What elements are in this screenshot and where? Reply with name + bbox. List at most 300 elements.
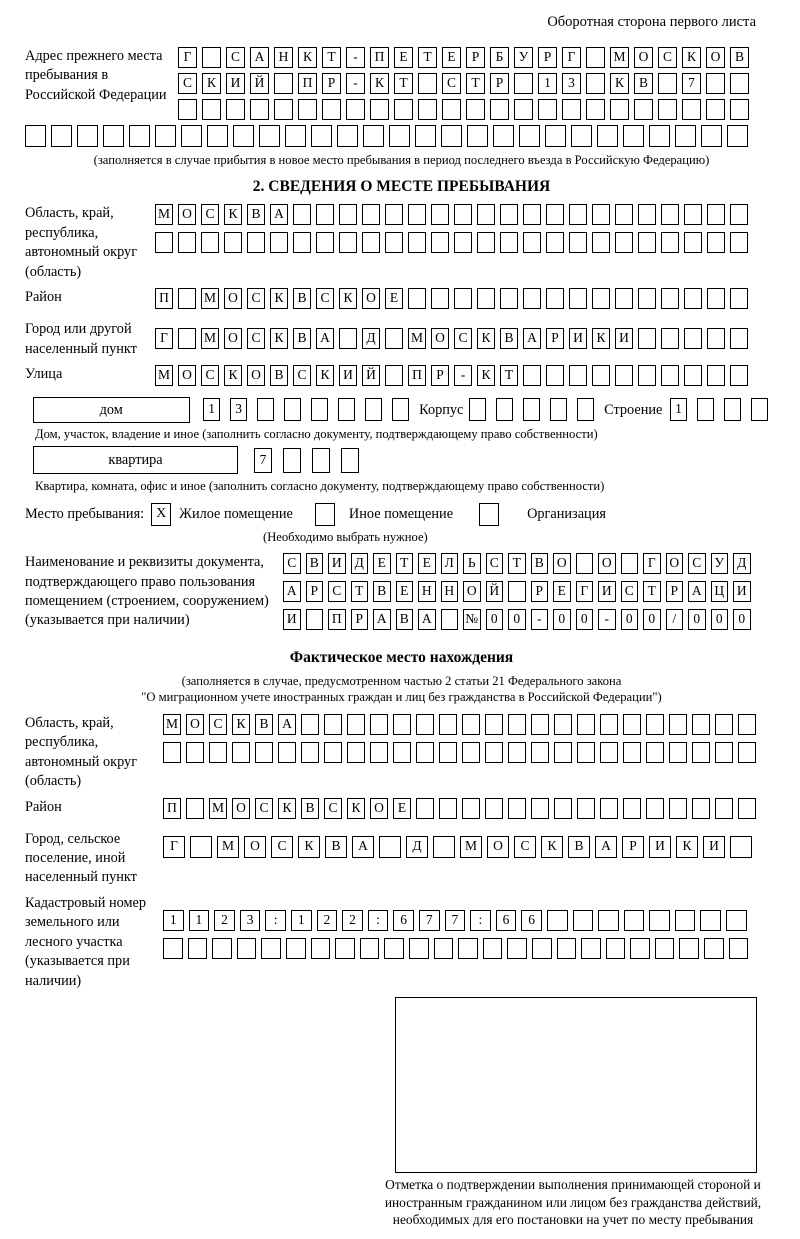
char-cell[interactable]: К: [298, 836, 320, 858]
char-cell[interactable]: 6: [496, 910, 517, 931]
char-cell[interactable]: [385, 365, 403, 386]
char-cell[interactable]: И: [649, 836, 671, 858]
char-cell[interactable]: О: [178, 204, 196, 225]
char-cell[interactable]: [393, 742, 411, 763]
char-cell[interactable]: У: [514, 47, 533, 68]
char-cell[interactable]: М: [408, 328, 426, 349]
char-cell[interactable]: [615, 365, 633, 386]
char-cell[interactable]: [531, 742, 549, 763]
char-cell[interactable]: [557, 938, 577, 959]
char-cell[interactable]: [324, 714, 342, 735]
char-cell[interactable]: [462, 798, 480, 819]
char-cell[interactable]: С: [201, 365, 219, 386]
char-cell[interactable]: [441, 609, 459, 630]
char-cell[interactable]: [519, 125, 540, 147]
char-cell[interactable]: [439, 798, 457, 819]
char-cell[interactable]: П: [163, 798, 181, 819]
char-cell[interactable]: П: [298, 73, 317, 94]
char-cell[interactable]: [586, 99, 605, 120]
char-cell[interactable]: [523, 232, 541, 253]
char-cell[interactable]: К: [278, 798, 296, 819]
char-cell[interactable]: [706, 73, 725, 94]
char-cell[interactable]: [485, 798, 503, 819]
char-cell[interactable]: [508, 742, 526, 763]
char-cell[interactable]: [462, 742, 480, 763]
char-cell[interactable]: В: [301, 798, 319, 819]
char-cell[interactable]: [638, 328, 656, 349]
char-cell[interactable]: [283, 448, 301, 473]
char-cell[interactable]: А: [418, 609, 436, 630]
char-cell[interactable]: О: [186, 714, 204, 735]
char-cell[interactable]: [232, 742, 250, 763]
char-cell[interactable]: С: [514, 836, 536, 858]
char-cell[interactable]: [571, 125, 592, 147]
char-cell[interactable]: Р: [538, 47, 557, 68]
char-cell[interactable]: 7: [445, 910, 466, 931]
char-cell[interactable]: В: [293, 328, 311, 349]
char-cell[interactable]: Д: [406, 836, 428, 858]
char-cell[interactable]: [661, 328, 679, 349]
char-cell[interactable]: [301, 714, 319, 735]
char-cell[interactable]: Й: [362, 365, 380, 386]
char-cell[interactable]: [416, 714, 434, 735]
char-cell[interactable]: 1: [291, 910, 312, 931]
char-cell[interactable]: [707, 365, 725, 386]
char-cell[interactable]: [546, 365, 564, 386]
char-cell[interactable]: [577, 798, 595, 819]
char-cell[interactable]: Г: [562, 47, 581, 68]
char-cell[interactable]: [700, 910, 721, 931]
char-cell[interactable]: [727, 125, 748, 147]
char-cell[interactable]: Т: [351, 581, 369, 602]
char-cell[interactable]: С: [247, 328, 265, 349]
char-cell[interactable]: [621, 553, 639, 574]
char-cell[interactable]: [615, 204, 633, 225]
char-cell[interactable]: [469, 398, 486, 421]
char-cell[interactable]: [730, 365, 748, 386]
char-cell[interactable]: М: [209, 798, 227, 819]
char-cell[interactable]: [293, 232, 311, 253]
char-cell[interactable]: [623, 714, 641, 735]
char-cell[interactable]: П: [408, 365, 426, 386]
char-cell[interactable]: [454, 232, 472, 253]
char-cell[interactable]: 3: [230, 398, 247, 421]
char-cell[interactable]: 6: [521, 910, 542, 931]
char-cell[interactable]: [339, 232, 357, 253]
char-cell[interactable]: [312, 448, 330, 473]
char-cell[interactable]: 7: [682, 73, 701, 94]
char-cell[interactable]: [586, 73, 605, 94]
char-cell[interactable]: [163, 742, 181, 763]
char-cell[interactable]: К: [202, 73, 221, 94]
char-cell[interactable]: [188, 938, 208, 959]
char-cell[interactable]: [569, 232, 587, 253]
char-cell[interactable]: [669, 742, 687, 763]
char-cell[interactable]: [485, 742, 503, 763]
char-cell[interactable]: [255, 742, 273, 763]
char-cell[interactable]: [675, 910, 696, 931]
char-cell[interactable]: [684, 204, 702, 225]
char-cell[interactable]: 1: [189, 910, 210, 931]
char-cell[interactable]: [577, 714, 595, 735]
char-cell[interactable]: С: [209, 714, 227, 735]
char-cell[interactable]: [523, 365, 541, 386]
char-cell[interactable]: [658, 73, 677, 94]
char-cell[interactable]: О: [247, 365, 265, 386]
char-cell[interactable]: [730, 328, 748, 349]
char-cell[interactable]: [684, 288, 702, 309]
char-cell[interactable]: [178, 99, 197, 120]
char-cell[interactable]: -: [598, 609, 616, 630]
char-cell[interactable]: [384, 938, 404, 959]
char-cell[interactable]: О: [232, 798, 250, 819]
char-cell[interactable]: [751, 398, 768, 421]
char-cell[interactable]: П: [155, 288, 173, 309]
char-cell[interactable]: [25, 125, 46, 147]
char-cell[interactable]: [209, 742, 227, 763]
char-cell[interactable]: В: [568, 836, 590, 858]
char-cell[interactable]: [523, 204, 541, 225]
char-cell[interactable]: [433, 836, 455, 858]
char-cell[interactable]: [454, 288, 472, 309]
char-cell[interactable]: [638, 232, 656, 253]
char-cell[interactable]: О: [634, 47, 653, 68]
char-cell[interactable]: [646, 742, 664, 763]
char-cell[interactable]: В: [306, 553, 324, 574]
char-cell[interactable]: В: [730, 47, 749, 68]
char-cell[interactable]: [416, 798, 434, 819]
char-cell[interactable]: [592, 365, 610, 386]
char-cell[interactable]: О: [463, 581, 481, 602]
char-cell[interactable]: 0: [486, 609, 504, 630]
char-cell[interactable]: 2: [214, 910, 235, 931]
char-cell[interactable]: Т: [322, 47, 341, 68]
char-cell[interactable]: А: [595, 836, 617, 858]
char-cell[interactable]: В: [373, 581, 391, 602]
char-cell[interactable]: Й: [250, 73, 269, 94]
char-cell[interactable]: Л: [441, 553, 459, 574]
char-cell[interactable]: [500, 232, 518, 253]
char-cell[interactable]: [365, 398, 382, 421]
char-cell[interactable]: А: [688, 581, 706, 602]
char-cell[interactable]: [207, 125, 228, 147]
char-cell[interactable]: Д: [733, 553, 751, 574]
char-cell[interactable]: О: [598, 553, 616, 574]
char-cell[interactable]: [347, 742, 365, 763]
char-cell[interactable]: [682, 99, 701, 120]
char-cell[interactable]: [738, 798, 756, 819]
char-cell[interactable]: [178, 328, 196, 349]
char-cell[interactable]: С: [201, 204, 219, 225]
char-cell[interactable]: [155, 125, 176, 147]
char-cell[interactable]: С: [328, 581, 346, 602]
char-cell[interactable]: :: [265, 910, 286, 931]
char-cell[interactable]: [730, 204, 748, 225]
char-cell[interactable]: С: [658, 47, 677, 68]
char-cell[interactable]: [301, 742, 319, 763]
char-cell[interactable]: И: [339, 365, 357, 386]
char-cell[interactable]: [738, 714, 756, 735]
char-cell[interactable]: [496, 398, 513, 421]
char-cell[interactable]: К: [541, 836, 563, 858]
char-cell[interactable]: [500, 204, 518, 225]
char-cell[interactable]: [500, 288, 518, 309]
char-cell[interactable]: [335, 938, 355, 959]
char-cell[interactable]: И: [615, 328, 633, 349]
char-cell[interactable]: [624, 910, 645, 931]
char-cell[interactable]: 2: [342, 910, 363, 931]
char-cell[interactable]: [701, 125, 722, 147]
char-cell[interactable]: К: [682, 47, 701, 68]
char-cell[interactable]: В: [255, 714, 273, 735]
char-cell[interactable]: И: [226, 73, 245, 94]
char-cell[interactable]: Б: [490, 47, 509, 68]
char-cell[interactable]: [201, 232, 219, 253]
char-cell[interactable]: [408, 232, 426, 253]
char-cell[interactable]: Р: [490, 73, 509, 94]
char-cell[interactable]: 0: [576, 609, 594, 630]
char-cell[interactable]: [730, 73, 749, 94]
char-cell[interactable]: О: [553, 553, 571, 574]
char-cell[interactable]: К: [592, 328, 610, 349]
char-cell[interactable]: [431, 232, 449, 253]
char-cell[interactable]: -: [346, 73, 365, 94]
char-cell[interactable]: К: [270, 288, 288, 309]
char-cell[interactable]: [684, 328, 702, 349]
char-cell[interactable]: [306, 609, 324, 630]
char-cell[interactable]: Г: [178, 47, 197, 68]
char-cell[interactable]: /: [666, 609, 684, 630]
char-cell[interactable]: [129, 125, 150, 147]
char-cell[interactable]: [730, 232, 748, 253]
char-cell[interactable]: [661, 232, 679, 253]
char-cell[interactable]: О: [666, 553, 684, 574]
char-cell[interactable]: [630, 938, 650, 959]
char-cell[interactable]: [284, 398, 301, 421]
char-cell[interactable]: В: [293, 288, 311, 309]
char-cell[interactable]: М: [201, 288, 219, 309]
char-cell[interactable]: [316, 204, 334, 225]
char-cell[interactable]: [408, 204, 426, 225]
char-cell[interactable]: 0: [553, 609, 571, 630]
char-cell[interactable]: [508, 714, 526, 735]
char-cell[interactable]: [408, 288, 426, 309]
char-cell[interactable]: [338, 398, 355, 421]
char-cell[interactable]: [257, 398, 274, 421]
char-cell[interactable]: Е: [418, 553, 436, 574]
char-cell[interactable]: [392, 398, 409, 421]
char-cell[interactable]: О: [224, 328, 242, 349]
char-cell[interactable]: А: [352, 836, 374, 858]
char-cell[interactable]: [278, 742, 296, 763]
char-cell[interactable]: [546, 232, 564, 253]
char-cell[interactable]: Ь: [463, 553, 481, 574]
char-cell[interactable]: [274, 73, 293, 94]
char-cell[interactable]: [531, 798, 549, 819]
char-cell[interactable]: [466, 99, 485, 120]
char-cell[interactable]: [385, 204, 403, 225]
char-cell[interactable]: [477, 232, 495, 253]
char-cell[interactable]: Т: [643, 581, 661, 602]
char-cell[interactable]: [615, 232, 633, 253]
char-cell[interactable]: Е: [553, 581, 571, 602]
char-cell[interactable]: [615, 288, 633, 309]
char-cell[interactable]: Е: [393, 798, 411, 819]
char-cell[interactable]: [347, 714, 365, 735]
char-cell[interactable]: [370, 99, 389, 120]
char-cell[interactable]: [715, 714, 733, 735]
char-cell[interactable]: [679, 938, 699, 959]
char-cell[interactable]: [658, 99, 677, 120]
char-cell[interactable]: [532, 938, 552, 959]
char-cell[interactable]: С: [486, 553, 504, 574]
char-cell[interactable]: [439, 714, 457, 735]
char-cell[interactable]: [623, 742, 641, 763]
char-cell[interactable]: Т: [508, 553, 526, 574]
char-cell[interactable]: [237, 938, 257, 959]
char-cell[interactable]: [341, 448, 359, 473]
char-cell[interactable]: К: [298, 47, 317, 68]
char-cell[interactable]: [554, 742, 572, 763]
char-cell[interactable]: [638, 365, 656, 386]
char-cell[interactable]: Н: [418, 581, 436, 602]
char-cell[interactable]: [697, 398, 714, 421]
char-cell[interactable]: Н: [441, 581, 459, 602]
char-cell[interactable]: [569, 365, 587, 386]
char-cell[interactable]: [704, 938, 724, 959]
char-cell[interactable]: [598, 910, 619, 931]
char-cell[interactable]: [212, 938, 232, 959]
char-cell[interactable]: М: [201, 328, 219, 349]
char-cell[interactable]: [669, 714, 687, 735]
char-cell[interactable]: [573, 910, 594, 931]
char-cell[interactable]: В: [500, 328, 518, 349]
char-cell[interactable]: [586, 47, 605, 68]
char-cell[interactable]: Т: [500, 365, 518, 386]
char-cell[interactable]: [707, 204, 725, 225]
char-cell[interactable]: А: [523, 328, 541, 349]
checkbox-organizacia[interactable]: [479, 503, 499, 526]
char-cell[interactable]: [337, 125, 358, 147]
char-cell[interactable]: [224, 232, 242, 253]
char-cell[interactable]: С: [293, 365, 311, 386]
checkbox-inoe[interactable]: [315, 503, 335, 526]
char-cell[interactable]: [706, 99, 725, 120]
char-cell[interactable]: [439, 742, 457, 763]
char-cell[interactable]: [434, 938, 454, 959]
char-cell[interactable]: А: [250, 47, 269, 68]
char-cell[interactable]: [370, 742, 388, 763]
char-cell[interactable]: [726, 910, 747, 931]
char-cell[interactable]: 1: [203, 398, 220, 421]
char-cell[interactable]: [418, 73, 437, 94]
char-cell[interactable]: [581, 938, 601, 959]
char-cell[interactable]: [545, 125, 566, 147]
char-cell[interactable]: К: [316, 365, 334, 386]
char-cell[interactable]: [546, 288, 564, 309]
char-cell[interactable]: [190, 836, 212, 858]
char-cell[interactable]: -: [346, 47, 365, 68]
char-cell[interactable]: [715, 742, 733, 763]
char-cell[interactable]: [247, 232, 265, 253]
char-cell[interactable]: [178, 288, 196, 309]
char-cell[interactable]: [454, 204, 472, 225]
char-cell[interactable]: [186, 798, 204, 819]
char-cell[interactable]: [577, 398, 594, 421]
char-cell[interactable]: [416, 742, 434, 763]
char-cell[interactable]: №: [463, 609, 481, 630]
char-cell[interactable]: [508, 798, 526, 819]
char-cell[interactable]: С: [621, 581, 639, 602]
char-cell[interactable]: Р: [546, 328, 564, 349]
char-cell[interactable]: [181, 125, 202, 147]
char-cell[interactable]: А: [373, 609, 391, 630]
char-cell[interactable]: М: [163, 714, 181, 735]
char-cell[interactable]: М: [155, 204, 173, 225]
char-cell[interactable]: [442, 99, 461, 120]
char-cell[interactable]: Е: [396, 581, 414, 602]
char-cell[interactable]: :: [368, 910, 389, 931]
char-cell[interactable]: Р: [622, 836, 644, 858]
char-cell[interactable]: 2: [317, 910, 338, 931]
char-cell[interactable]: Д: [362, 328, 380, 349]
char-cell[interactable]: [531, 714, 549, 735]
char-cell[interactable]: Р: [351, 609, 369, 630]
char-cell[interactable]: [592, 204, 610, 225]
char-cell[interactable]: Н: [274, 47, 293, 68]
char-cell[interactable]: А: [283, 581, 301, 602]
char-cell[interactable]: О: [431, 328, 449, 349]
char-cell[interactable]: [385, 328, 403, 349]
char-cell[interactable]: Г: [576, 581, 594, 602]
char-cell[interactable]: [493, 125, 514, 147]
char-cell[interactable]: [569, 288, 587, 309]
char-cell[interactable]: [655, 938, 675, 959]
char-cell[interactable]: [562, 99, 581, 120]
char-cell[interactable]: [576, 553, 594, 574]
char-cell[interactable]: С: [316, 288, 334, 309]
char-cell[interactable]: [514, 99, 533, 120]
char-cell[interactable]: [592, 288, 610, 309]
char-cell[interactable]: [724, 398, 741, 421]
char-cell[interactable]: Р: [306, 581, 324, 602]
char-cell[interactable]: [547, 910, 568, 931]
char-cell[interactable]: [77, 125, 98, 147]
char-cell[interactable]: [311, 398, 328, 421]
char-cell[interactable]: В: [247, 204, 265, 225]
char-cell[interactable]: О: [244, 836, 266, 858]
char-cell[interactable]: В: [325, 836, 347, 858]
char-cell[interactable]: [477, 288, 495, 309]
char-cell[interactable]: [431, 204, 449, 225]
char-cell[interactable]: -: [531, 609, 549, 630]
char-cell[interactable]: [638, 288, 656, 309]
char-cell[interactable]: [441, 125, 462, 147]
char-cell[interactable]: К: [224, 204, 242, 225]
char-cell[interactable]: С: [688, 553, 706, 574]
char-cell[interactable]: 7: [419, 910, 440, 931]
char-cell[interactable]: 0: [688, 609, 706, 630]
char-cell[interactable]: П: [370, 47, 389, 68]
char-cell[interactable]: В: [531, 553, 549, 574]
char-cell[interactable]: [692, 714, 710, 735]
char-cell[interactable]: [507, 938, 527, 959]
char-cell[interactable]: С: [283, 553, 301, 574]
char-cell[interactable]: [669, 798, 687, 819]
char-cell[interactable]: А: [278, 714, 296, 735]
char-cell[interactable]: [418, 99, 437, 120]
char-cell[interactable]: [606, 938, 626, 959]
